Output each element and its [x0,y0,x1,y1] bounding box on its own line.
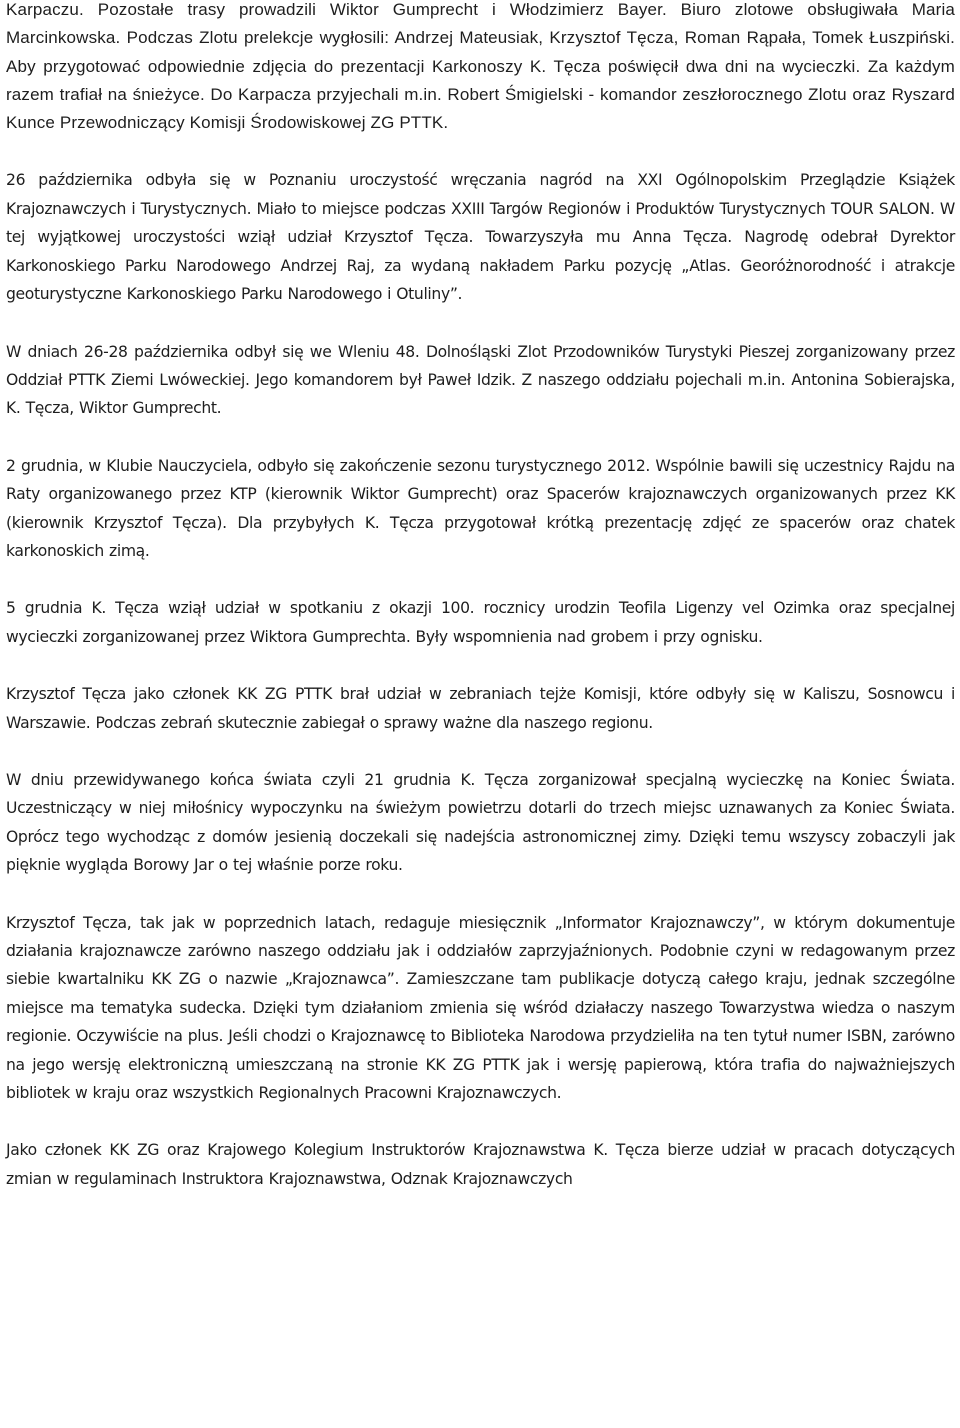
paragraph-instructors: Jako członek KK ZG oraz Krajowego Kolegium Instruktorów Krajoznawstwa K. Tęcza bierze udział w pracach dotyczących zmian w regulaminach Instruktora Krajoznawstwa, Odznak Krajoznawczych [6,1141,955,1188]
paragraph-publications: Krzysztof Tęcza, tak jak w poprzednich latach, redaguje miesięcznik „Informator Krajoznawczy”, w którym dokumentuje działania krajoznawcze zarówno naszego oddziału jak i oddziałów zaprzyjaźnionych. Podobnie czyni w redagowanym przez siebie kwartalniku KK ZG o nazwie „Krajoznawca”. Zamieszczane tam publikacje dotyczą całego kraju, jednak szczególne miejsce ma tematyka sudecka. Dzięki tym działaniom zmienia się wśród działaczy naszego Towarzystwa wiedza o naszym regionie. Oczywiście na plus. Jeśli chodzi o Krajoznawcę to Biblioteka Narodowa przydzieliła na ten tytuł numer ISBN, zarówno na jego wersję elektroniczną umieszczaną na stronie KK ZG PTTK jak i wersję papierową, która trafia do najważniejszych bibliotek w kraju oraz wszystkich Regionalnych Pracowni Krajoznawczych. [6,913,955,1103]
document-page [6,0,955,1193]
paragraph-ligenza-anniversary: 5 grudnia K. Tęcza wziął udział w spotkaniu z okazji 100. rocznicy urodzin Teofila Ligenzy vel Ozimka oraz specjalnej wycieczki zorganizowanej przez Wiktora Gumprechta. Były wspomnienia nad grobem i przy ognisku. [6,599,955,646]
paragraph-season-end: 2 grudnia, w Klubie Nauczyciela, odbyło się zakończenie sezonu turystycznego 2012. Wspólnie bawili się uczestnicy Rajdu na Raty organizowanego przez KTP (kierownik Wiktor Gumprecht) oraz Spacerów krajoznawczych organizowanych przez KK (kierownik Krzysztof Tęcza). Dla przybyłych K. Tęcza przygotował krótką prezentację zdjęć ze spacerów oraz chatek karkonoskich zimą. [6,456,955,560]
paragraph-wlen-zlot: W dniach 26-28 października odbył się we Wleniu 48. Dolnośląski Zlot Przodowników Turystyki Pieszej zorganizowany przez Oddział PTTK Ziemi Lwóweckiej. Jego komandorem był Paweł Idzik. Z naszego oddziału pojechali m.in. Antonina Sobierajska, K. Tęcza, Wiktor Gumprecht. [6,342,955,418]
paragraph-end-of-world-trip: W dniu przewidywanego końca świata czyli 21 grudnia K. Tęcza zorganizował specjalną wycieczkę na Koniec Świata. Uczestniczący w niej miłośnicy wypoczynku na świeżym powietrzu dotarli do trzech miejsc uznawanych za Koniec Świata. Oprócz tego wychodząc z domów jesienią doczekali się nadejścia astronomicznej zimy. Dzięki temu wszyscy zobaczyli jak pięknie wygląda Borowy Jar o tej właśnie porze roku. [6,770,955,875]
paragraph-zlot-karpacz: Karpaczu. Pozostałe trasy prowadzili Wiktor Gumprecht i Włodzimierz Bayer. Biuro zlotowe obsługiwała Maria Marcinkowska. Podczas Zlotu prelekcje wygłosili: Andrzej Mateusiak, Krzysztof Tęcza, Roman Rąpała, Tomek Łuszpiński. Aby przygotować odpowiednie zdjęcia do prezentacji Karkonoszy K. Tęcza poświęcił dwa dni na wycieczki. Za każdym razem trafiał na śnieżyce. Do Karpacza przyjechali m.in. Robert Śmigielski - komandor zeszłorocznego Zlotu oraz Ryszard Kunce Przewodniczący Komisji Środowiskowej ZG PTTK. [6,0,955,133]
paragraph-poznan-award: 26 października odbyła się w Poznaniu uroczystość wręczania nagród na XXI Ogólnopolskim Przeglądzie Książek Krajoznawczych i Turystycznych. Miało to miejsce podczas XXIII Targów Regionów i Produktów Turystycznych TOUR SALON. W tej wyjątkowej uroczystości wziął udział Krzysztof Tęcza. Towarzyszyła mu Anna Tęcza. Nagrodę odebrał Dyrektor Karkonoskiego Parku Narodowego Andrzej Raj, za wydaną nakładem Parku pozycję „Atlas. Georóżnorodność i atrakcje geoturystyczne Karkonoskiego Parku Narodowego i Otuliny”. [6,171,955,304]
paragraph-kk-meetings: Krzysztof Tęcza jako członek KK ZG PTTK brał udział w zebraniach tejże Komisji, które odbyły się w Kaliszu, Sosnowcu i Warszawie. Podczas zebrań skutecznie zabiegał o sprawy ważne dla naszego regionu. [6,685,955,732]
